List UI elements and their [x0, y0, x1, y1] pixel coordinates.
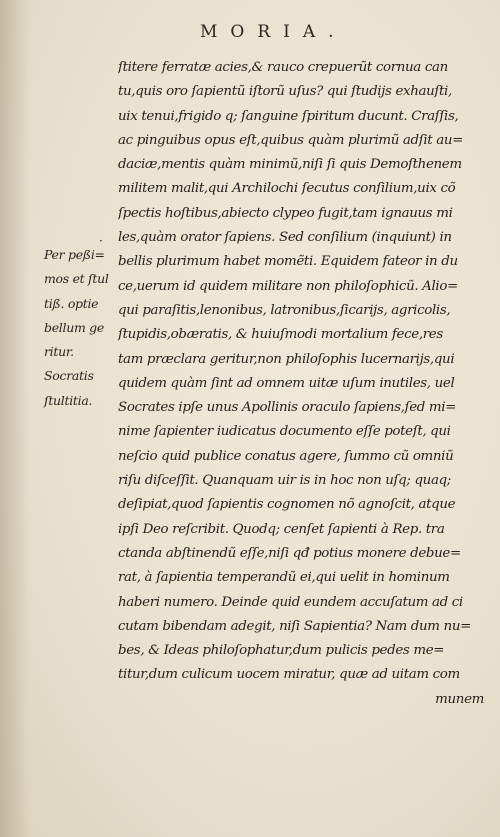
- text-line: daciæ,mentis quàm minimũ,niſi ſi quis Demoſthenem: [118, 157, 462, 173]
- text-line: neſcio quid publice conatus agere, ſummo cũ omniũ: [118, 448, 454, 464]
- margin-note: ſtultitia.: [44, 392, 93, 408]
- margin-note: ritur.: [44, 344, 74, 360]
- margin-note: bellum ge: [44, 319, 104, 335]
- margin-note: Socratis: [44, 368, 94, 384]
- text-line: riſu diſceſſit. Quanquam uir is in hoc non uſq; quaq;: [118, 473, 451, 489]
- main-text-block: [118, 56, 490, 712]
- text-line: quidem quàm ſint ad omnem uitæ uſum inutiles, uel: [118, 375, 455, 391]
- text-line: ſtitere ferratæ acies,& rauco crepuerũt cornua can: [118, 60, 448, 75]
- text-line: bes, & Ideas philoſophatur,dum pulicis pedes me=: [118, 643, 445, 659]
- text-line: rat, à ſapientia temperandũ ei,qui uelit in hominum: [118, 570, 450, 586]
- text-line: ac pinguibus opus eſt,quibus quàm plurimũ adſit au=: [118, 132, 464, 148]
- text-line: Socrates ipſe unus Apollinis oraculo ſapiens,ſed mi=: [118, 400, 457, 416]
- text-line: militem malit,qui Archilochi ſecutus conſilium,uix cõ: [118, 181, 456, 197]
- margin-note: mos et ſtul: [44, 271, 109, 287]
- margin-notes: [44, 243, 116, 413]
- running-head: MORIA.: [200, 22, 347, 42]
- text-line: tam præclara geritur,non philoſophis lucernarijs,qui: [118, 351, 455, 367]
- text-line: ctanda abſtinendũ eſſe,niſi qđ potius monere debue=: [118, 545, 461, 561]
- text-line: bellis plurimum habet momẽti. Equidem fateor in du: [118, 254, 458, 270]
- text-line: ce,uerum id quidem militare non philoſophicũ. Alio=: [118, 278, 458, 294]
- text-line: les,quàm orator ſapiens. Sed conſilium (inquiunt) in: [118, 230, 452, 246]
- text-line: tu,quis oro ſapientũ iſtorũ uſus? qui ſtudijs exhauſti,: [118, 84, 452, 100]
- text-line: cutam bibendam adegit, niſi Sapientia? Nam dum nu=: [118, 618, 471, 634]
- catchword: munem: [435, 691, 484, 707]
- text-line: ſpectis hoſtibus,abiecto clypeo fugit,tam ignauus mi: [118, 205, 453, 221]
- text-line: ſtupidis,obæratis, & huiuſmodi mortalium fece,res: [118, 327, 443, 343]
- text-line: titur,dum culicum uocem miratur, quæ ad uitam com: [118, 667, 460, 683]
- margin-mark: ·: [99, 234, 103, 248]
- text-line: nime ſapienter iudicatus documento eſſe poteſt, qui: [118, 424, 451, 440]
- margin-note: Per peßi=: [44, 247, 105, 262]
- binding-shadow: [0, 0, 30, 837]
- margin-note: tiß. optie: [44, 295, 99, 311]
- text-line: ipſi Deo reſcribit. Quodq; cenſet ſapienti à Rep. tra: [118, 521, 445, 537]
- text-line: deſipiat,quod ſapientis cognomen nõ agnoſcit, atque: [118, 497, 456, 513]
- text-line: uix tenui,frigido q; ſanguine ſpiritum ducunt. Craſſis,: [118, 108, 459, 124]
- text-line: haberi numero. Deinde quid eundem accuſatum ad ci: [118, 594, 463, 610]
- text-line: qui paraſitis,lenonibus, latronibus,ſicarijs, agricolis,: [118, 302, 451, 318]
